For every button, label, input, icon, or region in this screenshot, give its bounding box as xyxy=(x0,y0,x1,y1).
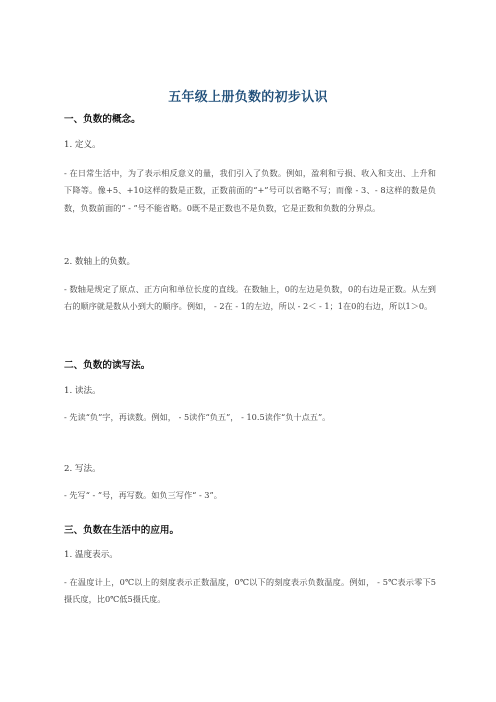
section1-sub2: 2. 数轴上的负数。 xyxy=(64,257,136,267)
section3-heading: 三、负数在生活中的应用。 xyxy=(64,525,180,536)
section2-sub1: 1. 读法。 xyxy=(64,386,101,396)
section3-sub1: 1. 温度表示。 xyxy=(64,550,118,560)
section2-para1: - 先读“负”字，再读数。例如， - 5读作“负五”， - 10.5读作“负十点五”。 xyxy=(64,412,331,422)
section2-para2: - 先写“ - ”号，再写数。如负三写作“ - 3”。 xyxy=(64,490,222,500)
section1-para1: - 在日常生活中，为了表示相反意义的量，我们引入了负数。例如，盈利和亏损、收入和支出、上升和下降等。像+5、+10这样的数是正数，正数前面的“+”号可以省略不写；而像 - 3、- 8这样的数是负数，负数前面的“ - ”号不能省略。0既不是正数也不是负数，它是正数和负数的分界点。 xyxy=(64,168,436,213)
section3-para1: - 在温度计上，0℃以上的刻度表示正数温度，0℃以下的刻度表示负数温度。例如， - 5℃表示零下5摄氏度，比0℃低5摄氏度。 xyxy=(64,577,436,605)
section2-sub2: 2. 写法。 xyxy=(64,464,101,474)
section1-sub1: 1. 定义。 xyxy=(64,140,101,150)
section1-heading: 一、负数的概念。 xyxy=(64,114,141,125)
section1-para2: - 数轴是规定了原点、正方向和单位长度的直线。在数轴上，0的左边是负数，0的右边是正数。从左到右的顺序就是数从小到大的顺序。例如， - 2在 - 1的左边，所以 - 2＜ - 1；1在0的右边，所以1＞0。 xyxy=(64,284,436,312)
document-title: 五年级上册负数的初步认识 xyxy=(168,90,328,105)
section2-heading: 二、负数的读写法。 xyxy=(64,360,151,371)
